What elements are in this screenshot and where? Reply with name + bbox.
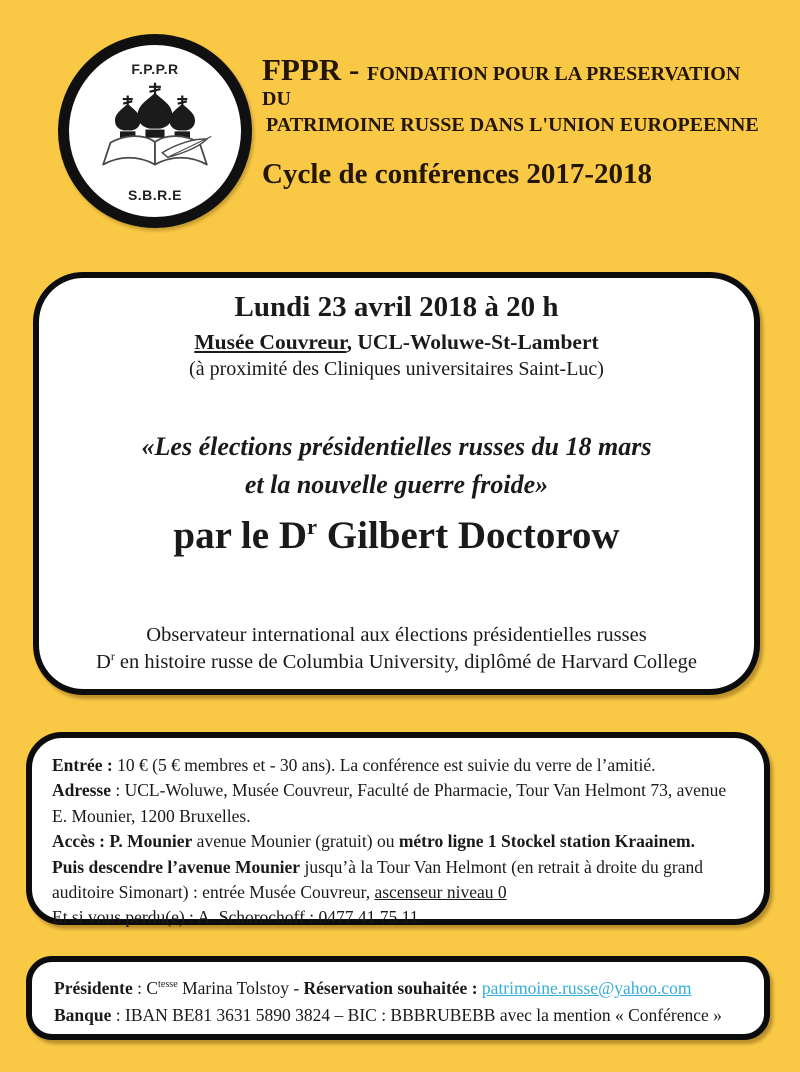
speaker-prefix: par le D bbox=[173, 514, 307, 557]
speaker-superscript: r bbox=[307, 514, 318, 539]
banque-label: Banque bbox=[54, 1005, 112, 1025]
presidente-name: Marina Tolstoy - bbox=[177, 978, 304, 998]
banque-text: : IBAN BE81 3631 5890 3824 – BIC : BBBRUBEBB avec la mention « Conférence » bbox=[111, 1005, 722, 1025]
speaker-bio bbox=[39, 622, 754, 676]
puis-elevator: ascenseur niveau 0 bbox=[374, 882, 507, 903]
event-venue-note: (à proximité des Cliniques universitaires Saint-Luc) bbox=[189, 358, 604, 380]
puis-label: Puis descendre l’avenue Mounier bbox=[52, 856, 301, 877]
info-line-entree bbox=[52, 753, 744, 778]
org-abbr: FPPR - bbox=[262, 52, 368, 87]
speaker-bio-line1: Observateur international aux élections présidentielles russes bbox=[146, 624, 647, 646]
practical-info-box bbox=[26, 732, 770, 928]
adresse-label: Adresse bbox=[52, 780, 111, 801]
presidente-label: Présidente bbox=[54, 978, 133, 998]
puis-text: jusqu’à la Tour Van Helmont (en retrait à droite du grand auditoire Simonart) : entrée Musée Couvreur, bbox=[52, 856, 704, 903]
acces-text: avenue Mounier (gratuit) ou bbox=[192, 831, 399, 852]
info-line-lost: Et si vous perdu(e) : A. Schorochoff : 0477 41 75 11. bbox=[52, 907, 423, 928]
bio-line2-rest: en histoire russe de Columbia University, diplômé de Harvard College bbox=[114, 651, 697, 673]
speaker-bio-line2 bbox=[39, 649, 754, 676]
contact-box bbox=[26, 956, 770, 1040]
footer-line-presidente bbox=[54, 975, 742, 1002]
fppr-logo bbox=[58, 34, 252, 228]
event-venue bbox=[39, 330, 754, 355]
info-line-acces bbox=[52, 829, 744, 854]
conference-title-line1: «Les élections présidentielles russes du 18 mars bbox=[141, 432, 652, 461]
adresse-text: : UCL-Woluwe, Musée Couvreur, Faculté de Pharmacie, Tour Van Helmont 73, avenue E. Mounier, 1200 Bruxelles. bbox=[52, 780, 727, 826]
presidente-mid: : C bbox=[132, 978, 159, 998]
email-link[interactable]: patrimoine.russe@yahoo.com bbox=[481, 978, 692, 998]
speaker-name: Gilbert Doctorow bbox=[317, 514, 620, 557]
entree-label: Entrée : bbox=[52, 755, 113, 775]
reservation-label: Réservation souhaitée : bbox=[303, 978, 482, 998]
venue-name: Musée Couvreur bbox=[194, 330, 347, 354]
bio-dr-superscript: r bbox=[110, 649, 115, 664]
event-box bbox=[33, 272, 760, 695]
logo-bottom-text: S.B.R.E bbox=[127, 187, 183, 203]
conference-title bbox=[39, 428, 754, 504]
org-title-line1 bbox=[262, 52, 772, 111]
acces-label: Accès : P. Mounier bbox=[52, 831, 193, 852]
church-domes-book-icon bbox=[91, 80, 219, 180]
org-title bbox=[262, 52, 772, 137]
countess-superscript: tesse bbox=[158, 979, 178, 991]
org-name-line1: FONDATION POUR LA PRESERVATION DU bbox=[262, 63, 741, 110]
venue-rest: , UCL-Woluwe-St-Lambert bbox=[346, 330, 599, 354]
footer-line-banque bbox=[54, 1002, 742, 1029]
acces-metro: métro ligne 1 Stockel station Kraainem. bbox=[398, 831, 695, 852]
conference-title-line2: et la nouvelle guerre froide» bbox=[244, 470, 549, 499]
cycle-title: Cycle de conférences 2017-2018 bbox=[262, 158, 653, 190]
info-line-puis bbox=[52, 855, 744, 906]
logo-top-text: F.P.P.R bbox=[131, 61, 179, 77]
bio-dr-prefix: D bbox=[96, 651, 111, 673]
speaker-line bbox=[39, 513, 754, 558]
event-datetime: Lundi 23 avril 2018 à 20 h bbox=[234, 291, 559, 323]
entree-text: 10 € (5 € membres et - 30 ans). La conférence est suivie du verre de l’amitié. bbox=[112, 755, 656, 775]
info-line-adresse bbox=[52, 778, 744, 829]
org-name-line2: PATRIMOINE RUSSE DANS L'UNION EUROPEENNE bbox=[266, 114, 759, 136]
